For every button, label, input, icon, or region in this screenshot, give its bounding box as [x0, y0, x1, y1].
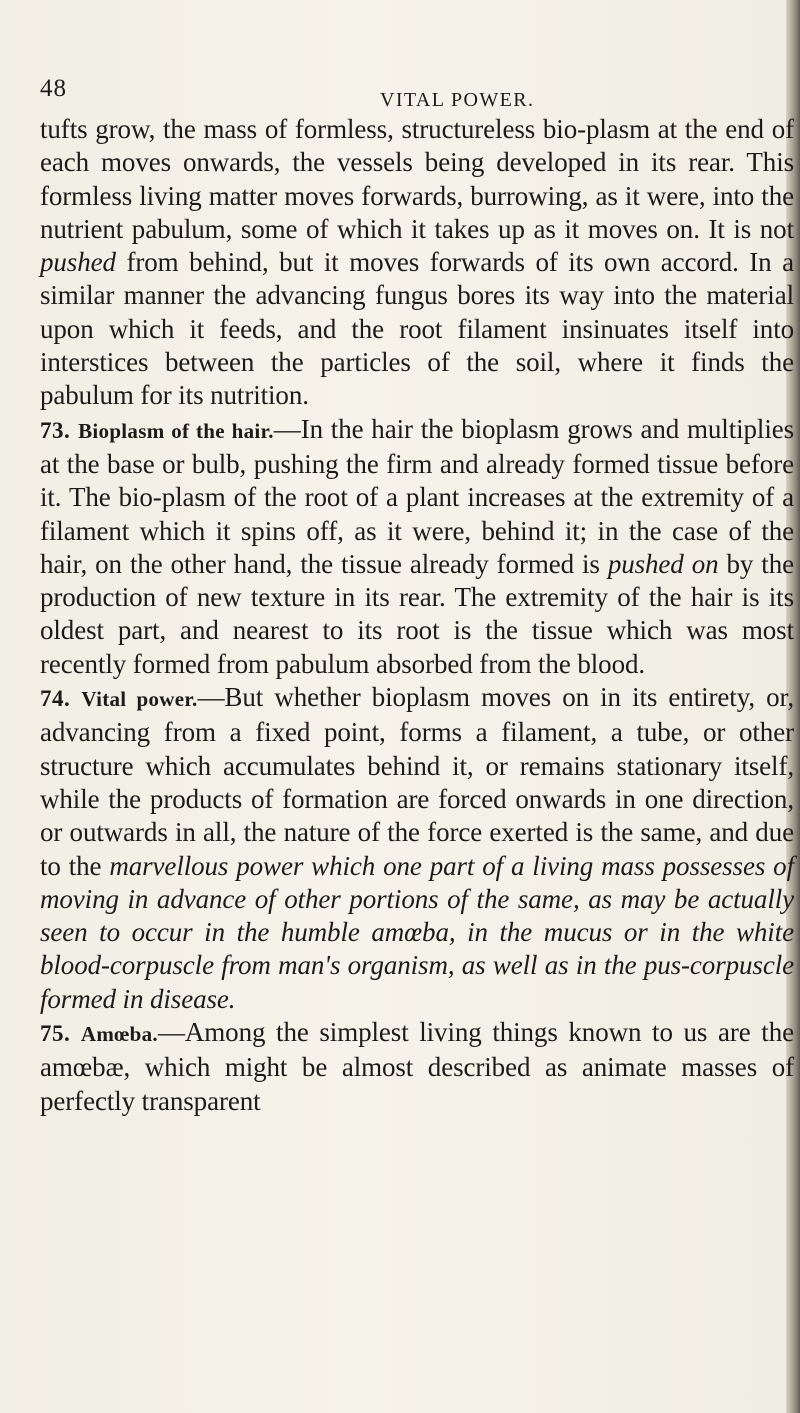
section-75-heading: Amœba. — [80, 1022, 158, 1047]
section-75-number: 75. — [40, 1021, 71, 1047]
section-75-paragraph — [40, 1016, 794, 1118]
continuation-text-1: tufts grow, the mass of formless, structureless bio-plasm at the end of each moves onwards, the vessels being developed in its rear. This formless living matter moves forwards, burrowing, as it were, into the nutrient pabulum, some of which it takes up as it moves on. It is not — [40, 114, 794, 244]
continuation-text-2: from behind, but it moves forwards of its own accord. In a similar manner the advancing fungus bores its way into the material upon which it feeds, and the root filament insinuates itself into interstices between the particles of the soil, where it finds the pabulum for its nutrition. — [40, 247, 794, 411]
section-75-text-1: —Among the simplest living things known to us are the amœbæ, which might be almost described as animate masses of perfectly transparent — [40, 1017, 794, 1116]
running-title: VITAL POWER. — [380, 89, 535, 111]
page-number: 48 — [40, 75, 67, 102]
section-74-heading: Vital power. — [81, 687, 198, 712]
continuation-paragraph — [40, 113, 794, 413]
section-74-text-1: —But whether bioplasm moves on in its entirety, or, advancing from a fixed point, forms a filament, a tube, or other structure which accumulates behind it, or remains stationary itself, while the products of formation are forced onwards in one direction, or outwards in all, the nature of the force exerted is the same, and due to the — [40, 682, 794, 881]
section-73-paragraph — [40, 413, 794, 681]
body-text — [40, 113, 794, 1118]
section-73-number: 73. — [40, 417, 71, 443]
section-73-heading: Bioplasm of the hair. — [78, 418, 274, 443]
section-73-text-2: by the production of new texture in its rear. The extremity of the hair is its oldest part, and nearest to its root is the tissue which was most recently formed from pabulum absorbed from the blood. — [40, 548, 794, 679]
continuation-italic: pushed — [40, 247, 116, 278]
section-74-italic: marvellous power which one part of a living mass possesses of moving in advance of other portions of the same, as may be actually seen to occur in the humble amœba, in the mucus or in the white blood-corpuscle from man's organism, as well as in the pus-corpuscle formed in disease. — [40, 850, 794, 1014]
section-74-paragraph — [40, 681, 794, 1016]
section-73-text-1: —In the hair the bioplasm grows and multiplies at the base or bulb, pushing the firm and already formed tissue before it. The bio-plasm of the root of a plant increases at the extremity of a filament which it spins off, as it were, behind it; in the case of the hair, on the other hand, the tissue already formed is — [40, 413, 795, 579]
section-73-italic: pushed on — [607, 548, 719, 579]
section-74-number: 74. — [40, 686, 71, 712]
